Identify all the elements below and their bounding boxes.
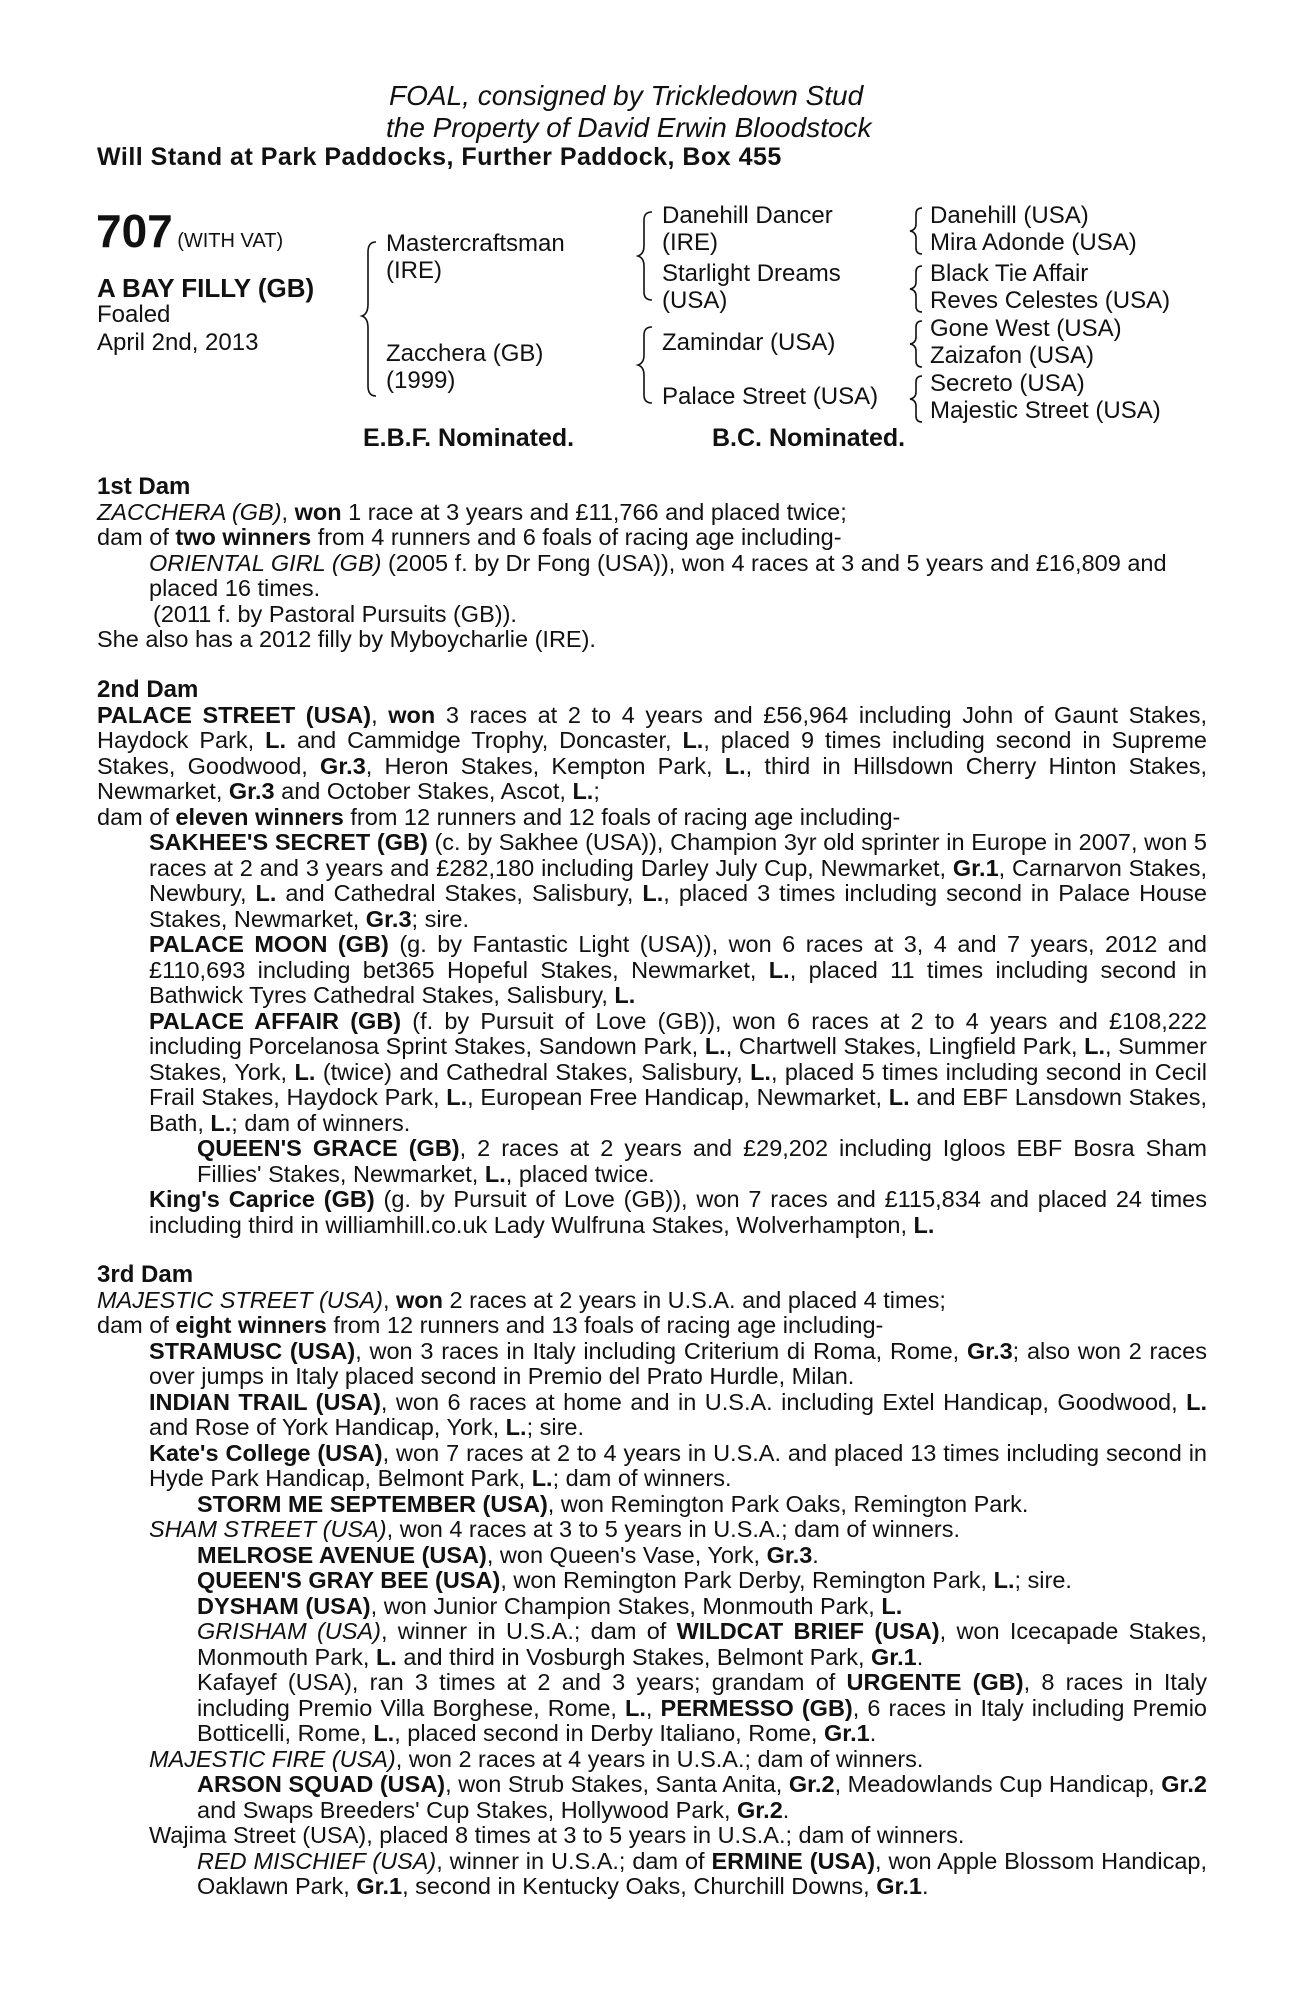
sire-sire: Danehill Dancer (662, 202, 833, 229)
second-dam-produce: dam of eleven winners from 12 runners and 12 foals of racing age including- (97, 803, 901, 830)
sakhees-secret: SAKHEE'S SECRET (GB) (c. by Sakhee (USA)), Champion 3yr old sprinter in Europe in 2007, won 5 races at 2 and 3 years and £282,180 including Darley July Cup, Newmarket, Gr.1, Carnarvon Stakes, Newbury, L. and Cathedral Stakes, Salisbury, L., placed 3 times including second in Palace House Stakes, Newmarket, Gr.3; sire. (149, 829, 1208, 932)
wajima-street: Wajima Street (USA), placed 8 times at 3 to 5 years in U.S.A.; dam of winners. (149, 1822, 965, 1848)
first-dam-foal-1: ORIENTAL GIRL (GB) (2005 f. by Dr Fong (USA)), won 4 races at 3 and 5 years and £16,809 and placed 16 times. (149, 549, 1167, 601)
foaled-date: April 2nd, 2013 (97, 329, 259, 356)
stramusc: STRAMUSC (USA), won 3 races in Italy including Criterium di Roma, Rome, Gr.3; also won 2 races over jumps in Italy placed second in Premio del Prato Hurdle, Milan. (149, 1337, 1208, 1389)
lot-heading (96, 204, 283, 258)
second-dam-record: PALACE STREET (USA), won 3 races at 2 to 4 years and £56,964 including John of Gaunt Stakes, Haydock Park, L. and Cammidge Trophy, Doncaster, L., placed 9 times including second in Supreme Stakes, Goodwood, Gr.3, Heron Stakes, Kempton Park, L., third in Hillsdown Cherry Hinton Stakes, Newmarket, Gr.3 and October Stakes, Ascot, L.; (97, 701, 1208, 804)
grand-bracket-2 (910, 264, 926, 314)
first-dam-section (97, 474, 1207, 653)
dam-line-bracket (638, 325, 658, 407)
third-dam-heading: 3rd Dam (97, 1261, 194, 1288)
second-dam-section (97, 677, 1207, 1238)
lot-number: 707 (96, 205, 173, 257)
grand-bracket-3 (910, 319, 926, 369)
first-dam-record: ZACCHERA (GB), won 1 race at 3 years and £11,766 and placed twice; (97, 498, 847, 525)
third-dam-produce: dam of eight winners from 12 runners and 13 foals of racing age including- (97, 1312, 884, 1338)
sire-dam: Starlight Dreams (662, 260, 841, 287)
kings-caprice: King's Caprice (GB) (g. by Pursuit of Love (GB)), won 7 races and £115,834 and placed 24 times including third in williamhill.co.uk Lady Wulfruna Stakes, Wolverhampton, L. (149, 1186, 1207, 1238)
grand-7: Secreto (USA) (930, 370, 1085, 397)
first-dam-produce: dam of two winners from 4 runners and 6 foals of racing age including- (97, 524, 842, 550)
grisham: GRISHAM (USA), winner in U.S.A.; dam of WILDCAT BRIEF (USA), won Icecapade Stakes, Monmouth Park, L. and third in Vosburgh Stakes, Belmont Park, Gr.1. (197, 1618, 1207, 1670)
storm-me-september: STORM ME SEPTEMBER (USA), won Remington Park Oaks, Remington Park. (197, 1490, 1029, 1517)
first-dam-heading: 1st Dam (97, 473, 191, 500)
sire-dam-country: (USA) (662, 287, 728, 314)
dysham: DYSHAM (USA), won Junior Champion Stakes, Monmouth Park, L. (197, 1592, 903, 1619)
sire-country: (IRE) (386, 257, 442, 284)
first-dam-foal-2: (2011 f. by Pastoral Pursuits (GB)). (153, 600, 517, 627)
grand-bracket-1 (910, 206, 926, 256)
red-mischief: RED MISCHIEF (USA), winner in U.S.A.; dam of ERMINE (USA), won Apple Blossom Handicap, Oaklawn Park, Gr.1, second in Kentucky Oaks, Churchill Downs, Gr.1. (197, 1847, 1207, 1899)
bc-nominated: B.C. Nominated. (712, 424, 906, 452)
vat-note: (WITH VAT) (177, 230, 284, 252)
arson-squad: ARSON SQUAD (USA), won Strub Stakes, Santa Anita, Gr.2, Meadowlands Cup Handicap, Gr.2 and Swaps Breeders' Cup Stakes, Hollywood Park, Gr.2. (197, 1771, 1207, 1823)
grand-6: Zaizafon (USA) (930, 342, 1095, 369)
lot-name: A BAY FILLY (GB) (97, 273, 315, 303)
foaled-label: Foaled (97, 301, 171, 328)
palace-affair: PALACE AFFAIR (GB) (f. by Pursuit of Love (GB)), won 6 races at 2 to 4 years and £108,222 including Porcelanosa Sprint Stakes, Sandown Park, L., Chartwell Stakes, Lingfield Park, L., Summer Stakes, York, L. (twice) and Cathedral Stakes, Salisbury, L., placed 5 times including second in Cecil Frail Stakes, Haydock Park, L., European Free Handicap, Newmarket, L. and EBF Lansdown Stakes, Bath, L.; dam of winners. (149, 1007, 1207, 1136)
palace-moon: PALACE MOON (GB) (g. by Fantastic Light (USA)), won 6 races at 3, 4 and 7 years, 2012 and £110,693 including bet365 Hopeful Stakes, Newmarket, L., placed 11 times including second in Bathwick Tyres Cathedral Stakes, Salisbury, L. (149, 931, 1208, 1008)
sire-dam-bracket (362, 240, 382, 400)
grand-5: Gone West (USA) (930, 315, 1122, 342)
kates-college: Kate's College (USA), won 7 races at 2 to 4 years in U.S.A. and placed 13 times including second in Hyde Park Handicap, Belmont Park, L.; dam of winners. (149, 1439, 1208, 1491)
grand-8: Majestic Street (USA) (930, 397, 1161, 424)
kafayef: Kafayef (USA), ran 3 times at 2 and 3 years; grandam of URGENTE (GB), 8 races in Italy including Premio Villa Borghese, Rome, L., PERMESSO (GB), 6 races in Italy including Premio Botticelli, Rome, L., placed second in Derby Italiano, Rome, Gr.1. (197, 1669, 1208, 1746)
grand-4: Reves Celestes (USA) (930, 287, 1171, 314)
queens-gray-bee: QUEEN'S GRAY BEE (USA), won Remington Park Derby, Remington Park, L.; sire. (197, 1567, 1072, 1593)
second-dam-heading: 2nd Dam (97, 676, 199, 703)
sire-sire-country: (IRE) (662, 229, 718, 256)
queens-grace: QUEEN'S GRACE (GB), 2 races at 2 years and £29,202 including Igloos EBF Bosra Sham Fillies' Stakes, Newmarket, L., placed twice. (197, 1135, 1207, 1187)
dam-dam: Palace Street (USA) (662, 383, 879, 410)
dam-name: Zacchera (GB) (386, 340, 544, 367)
sire-line-bracket (638, 210, 658, 306)
grand-1: Danehill (USA) (930, 202, 1089, 229)
consignor-line: FOAL, consigned by Trickledown Stud (389, 80, 864, 111)
grand-2: Mira Adonde (USA) (930, 229, 1137, 256)
dam-year: (1999) (386, 367, 456, 394)
first-dam-foal-3: She also has a 2012 filly by Myboycharlie (IRE). (97, 626, 596, 652)
location-line: Will Stand at Park Paddocks, Further Paddock, Box 455 (97, 143, 782, 171)
dam-sire: Zamindar (USA) (662, 329, 836, 356)
majestic-fire: MAJESTIC FIRE (USA), won 2 races at 4 years in U.S.A.; dam of winners. (149, 1745, 924, 1772)
grand-bracket-4 (910, 374, 926, 424)
ebf-nominated: E.B.F. Nominated. (363, 424, 575, 452)
sham-street: SHAM STREET (USA), won 4 races at 3 to 5 years in U.S.A.; dam of winners. (149, 1516, 961, 1542)
grand-3: Black Tie Affair (930, 260, 1089, 287)
melrose-avenue: MELROSE AVENUE (USA), won Queen's Vase, York, Gr.3. (197, 1541, 819, 1568)
sire-name: Mastercraftsman (386, 230, 565, 257)
third-dam-record: MAJESTIC STREET (USA), won 2 races at 2 years in U.S.A. and placed 4 times; (97, 1286, 946, 1313)
third-dam-section (97, 1262, 1207, 1900)
indian-trail: INDIAN TRAIL (USA), won 6 races at home and in U.S.A. including Extel Handicap, Goodwood, L. and Rose of York Handicap, York, L.; sire. (149, 1388, 1207, 1440)
property-line: the Property of David Erwin Bloodstock (386, 112, 872, 143)
